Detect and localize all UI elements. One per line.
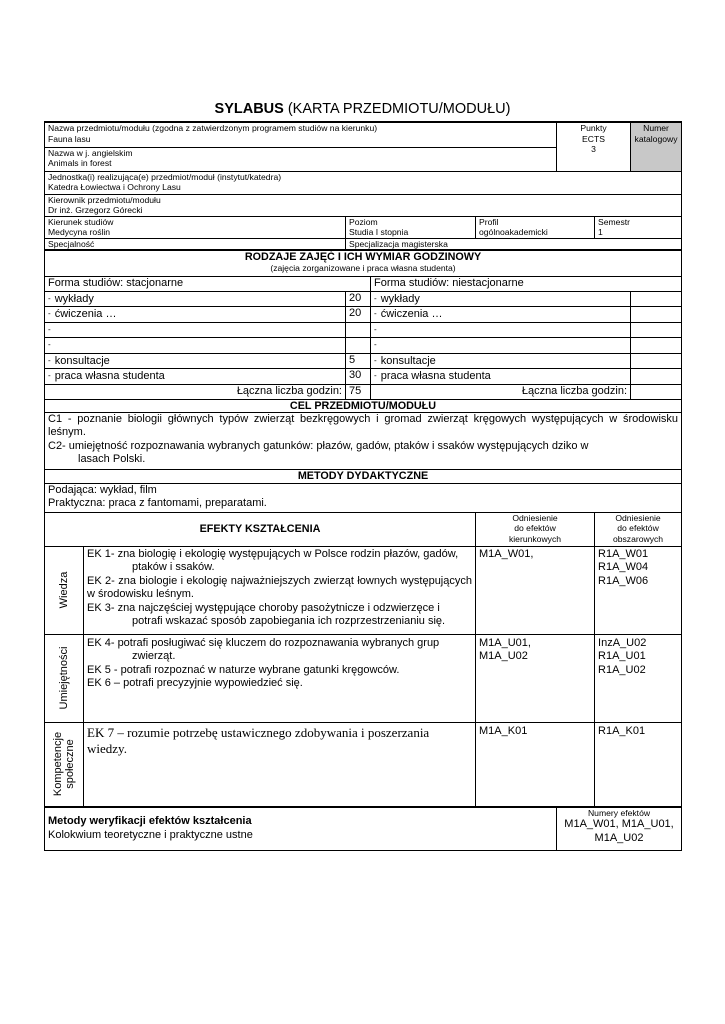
unit-label: Jednostka(i) realizująca(e) przedmiot/moduł (instytut/katedra)	[48, 171, 282, 182]
field-label: Kierunek studiów	[48, 216, 114, 227]
row-label: praca własna studenta	[380, 370, 491, 382]
semester-cell	[595, 216, 682, 238]
area-ref: R1A_U01	[598, 650, 646, 662]
hours-row-label-part: - ćwiczenia …	[371, 307, 631, 323]
total-value-full: 75	[346, 384, 371, 399]
dir-ref: M1A_W01,	[479, 547, 534, 560]
dir-ref: M1A_K01	[479, 724, 528, 737]
category-skills	[45, 634, 84, 722]
knowledge-area-refs	[595, 546, 682, 634]
competences-label-1: Kompetencje	[52, 732, 64, 797]
methods-line-1: Podająca: wykład, film	[48, 483, 157, 496]
english-value: Animals in forest	[48, 158, 112, 168]
effects-dir-header	[476, 512, 595, 546]
catalog-label-1: Numer	[643, 123, 669, 133]
semester-label: Semestr	[598, 216, 631, 227]
ects-value: 3	[591, 144, 596, 154]
area-ref: R1A_U02	[598, 663, 646, 676]
hours-row	[45, 369, 682, 385]
head-label: Kierownik przedmiotu/modułu	[48, 194, 161, 205]
catalog-cell	[631, 122, 682, 171]
hours-row-label-part: -	[371, 322, 631, 338]
methods-body	[45, 483, 682, 512]
title-bold: SYLABUS	[214, 101, 284, 117]
dir-header-2: do efektów	[514, 523, 556, 533]
hours-row	[45, 353, 682, 369]
ek1: EK 1- zna biologię i ekologię występujących w Polsce rodzin płazów, gadów,	[87, 547, 459, 560]
row-label: praca własna studenta	[54, 370, 165, 382]
hours-value-part	[631, 369, 682, 385]
verification-cell	[45, 807, 557, 850]
ek7: EK 7 – rozumie potrzebę ustawicznego zdobywania i poszerzania	[87, 724, 430, 740]
hours-subheader: (zajęcia zorganizowane i praca własna studenta)	[270, 263, 456, 273]
area-header-3: obszarowych	[612, 533, 664, 544]
hours-row-label-full: - konsultacje	[45, 353, 346, 369]
hours-row-label-part: - praca własna studenta	[371, 369, 631, 385]
category-competences-label	[52, 732, 76, 796]
profile-cell	[476, 216, 595, 238]
total-label-part: Łączna liczba godzin:	[371, 384, 631, 399]
effects-header: EFEKTY KSZTAŁCENIA	[45, 512, 476, 546]
hours-row-label-full: - wykłady	[45, 291, 346, 307]
methods-line-2: Praktyczna: praca z fantomami, preparatami.	[48, 497, 267, 509]
category-knowledge	[45, 546, 84, 634]
hours-value-full: 20	[346, 291, 371, 307]
skills-area-refs	[595, 634, 682, 722]
hours-header-cell	[45, 250, 682, 276]
row-label: wykłady	[380, 292, 420, 305]
total-label-full: Łączna liczba godzin:	[45, 384, 346, 399]
goal-header: CEL PRZEDMIOTU/MODUŁU	[45, 399, 682, 412]
hours-total-row	[45, 384, 682, 399]
category-knowledge-label: Wiedza	[58, 571, 70, 609]
goal-c2-cont: lasach Polski.	[78, 453, 146, 465]
row-label: konsultacje	[54, 354, 110, 367]
knowledge-dir-refs	[476, 546, 595, 634]
hours-row	[45, 322, 682, 338]
catalog-label-2: katalogowy	[634, 133, 678, 144]
goal-c1: C1 - poznanie biologii głównych typów zwierząt bezkręgowych i gromad zwierząt kręgowych występujących w środowisku leśnym.	[48, 412, 679, 438]
ek3: EK 3- zna najczęściej występujące choroby pasożytnicze i odzwierzęce i	[87, 601, 440, 614]
goal-body	[45, 412, 682, 469]
specialization-label: Specjalizacja magisterska	[346, 238, 682, 250]
area-ref: R1A_K01	[598, 724, 646, 737]
field-value: Medycyna roślin	[48, 227, 111, 237]
dir-ref: M1A_U01,	[479, 636, 531, 649]
hours-value-part	[631, 307, 682, 323]
unit-cell	[45, 171, 682, 194]
unit-value: Katedra Łowiectwa i Ochrony Lasu	[48, 182, 181, 192]
area-header-2: do efektów	[617, 523, 659, 533]
skills-dir-refs	[476, 634, 595, 722]
total-value-part	[631, 384, 682, 399]
head-value: Dr inż. Grzegorz Górecki	[48, 205, 143, 215]
title-rest: (KARTA PRZEDMIOTU/MODUŁU)	[283, 101, 511, 117]
dir-header-1: Odniesienie	[512, 512, 558, 523]
subject-value: Fauna lasu	[48, 133, 91, 144]
hours-row	[45, 291, 682, 307]
english-label: Nazwa w j. angielskim	[48, 147, 133, 158]
specialty-label: Specjalność	[45, 238, 346, 250]
row-label: ćwiczenia …	[380, 308, 443, 320]
page-title	[0, 101, 725, 117]
hours-header: RODZAJE ZAJĘĆ I ICH WYMIAR GODZINOWY	[244, 251, 482, 263]
english-name-cell	[45, 147, 557, 171]
dir-ref: M1A_U02	[479, 650, 528, 662]
hours-row-label-full: - ćwiczenia …	[45, 307, 346, 323]
row-label: ćwiczenia …	[54, 308, 117, 320]
head-cell	[45, 194, 682, 216]
competences-dir-refs	[476, 722, 595, 807]
hours-row-label-full: -	[45, 338, 346, 354]
ek5: EK 5 - potrafi rozpoznać w naturze wybrane gatunki kręgowców.	[87, 663, 400, 676]
field-cell	[45, 216, 346, 238]
ek7-cont: wiedzy.	[87, 740, 127, 756]
hours-row-label-part: - konsultacje	[371, 353, 631, 369]
profile-value: ogólnoakademicki	[479, 227, 548, 237]
verification-title: Metody weryfikacji efektów kształcenia	[48, 815, 252, 828]
syllabus-table	[44, 121, 682, 851]
row-label: wykłady	[54, 292, 94, 305]
ek4: EK 4- potrafi posługiwać się kluczem do rozpoznawania wybranych grup	[87, 636, 440, 649]
area-ref: R1A_W04	[598, 561, 649, 573]
hours-value-full: 20	[346, 307, 371, 323]
verification-text: Kolokwium teoretyczne i praktyczne ustne	[48, 828, 253, 841]
hours-value-part	[631, 353, 682, 369]
ects-label-1: Punkty	[580, 123, 607, 133]
hours-row	[45, 338, 682, 354]
semester-value: 1	[598, 227, 603, 237]
form-full-time: Forma studiów: stacjonarne	[45, 276, 371, 291]
form-part-time: Forma studiów: niestacjonarne	[371, 276, 682, 291]
ects-label-2: ECTS	[582, 133, 605, 144]
level-value: Studia I stopnia	[349, 227, 409, 237]
methods-header: METODY DYDAKTYCZNE	[45, 469, 682, 483]
row-label: konsultacje	[380, 354, 436, 367]
ek3-cont: potrafi wskazać sposób zapobiegania ich rozprzestrzenianiu się.	[132, 615, 446, 627]
ects-cell	[557, 122, 631, 171]
dir-header-3: kierunkowych	[508, 533, 562, 544]
hours-row-label-full: - praca własna studenta	[45, 369, 346, 385]
level-label: Poziom	[349, 216, 378, 227]
subject-cell	[45, 122, 557, 147]
category-skills-label: Umiejętności	[58, 646, 70, 710]
effects-area-header	[595, 512, 682, 546]
numbers-line-1: M1A_W01, M1A_U01,	[564, 818, 674, 830]
competences-label-2: społeczne	[64, 739, 76, 790]
hours-value-part	[631, 338, 682, 354]
area-ref: R1A_W06	[598, 574, 649, 587]
knowledge-effects	[84, 546, 476, 634]
ek4-cont: zwierząt.	[132, 650, 176, 662]
area-ref: InzA_U02	[598, 636, 647, 649]
hours-value-part	[631, 291, 682, 307]
skills-effects	[84, 634, 476, 722]
competences-area-refs	[595, 722, 682, 807]
hours-value-full	[346, 338, 371, 354]
hours-value-full: 5	[346, 353, 371, 369]
area-header-1: Odniesienie	[615, 512, 661, 523]
numbers-line-2: M1A_U02	[594, 831, 644, 844]
hours-row-label-part: - wykłady	[371, 291, 631, 307]
area-ref: R1A_W01	[598, 547, 649, 560]
ek6: EK 6 – potrafi precyzyjnie wypowiedzieć się.	[87, 677, 303, 689]
hours-value-full: 30	[346, 369, 371, 385]
hours-row-label-part: -	[371, 338, 631, 354]
ek2: EK 2- zna biologie i ekologię najważniejszych zwierząt łownych występujących w środowisku leśnym.	[87, 574, 472, 600]
hours-value-part	[631, 322, 682, 338]
ek1-cont: ptaków i ssaków.	[132, 561, 215, 573]
hours-value-full	[346, 322, 371, 338]
hours-row	[45, 307, 682, 323]
level-cell	[346, 216, 476, 238]
category-competences	[45, 722, 84, 807]
subject-label: Nazwa przedmiotu/modułu (zgodna z zatwierdzonym programem studiów na kierunku)	[48, 123, 378, 133]
numbers-label: Numery efektów	[587, 808, 651, 818]
hours-row-label-full: -	[45, 322, 346, 338]
goal-c2: C2- umiejętność rozpoznawania wybranych gatunków: płazów, gadów, ptaków i ssaków występujących dziko w	[48, 439, 589, 452]
competences-effects	[84, 722, 476, 807]
profile-label: Profil	[479, 216, 499, 227]
verification-numbers-cell	[557, 807, 682, 850]
